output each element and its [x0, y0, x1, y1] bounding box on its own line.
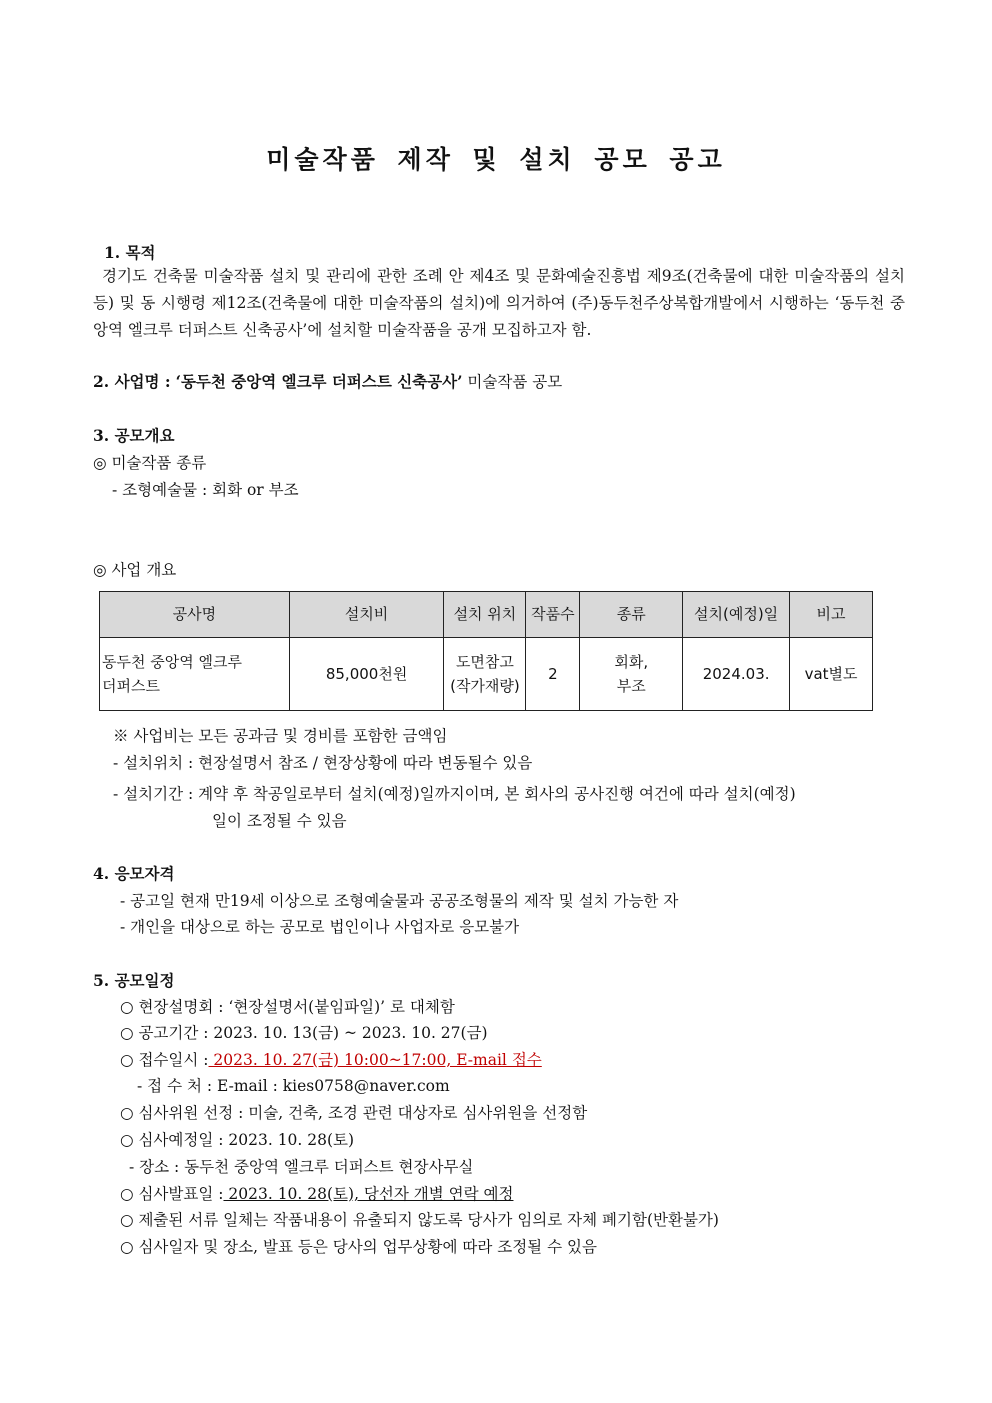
section-1-heading: 1. 목적: [104, 243, 156, 262]
section-3-heading: 3. 공모개요: [93, 426, 175, 445]
schedule-review-date: ○ 심사예정일 : 2023. 10. 28(토): [120, 1131, 355, 1149]
cell-cost: 85,000천원: [289, 638, 444, 711]
cell-location-line2: (작가재량): [450, 677, 520, 695]
table-header-row: [100, 592, 873, 638]
cell-location: [444, 638, 526, 711]
project-suffix: 미술작품 공모: [467, 373, 563, 391]
cell-name-line2: 더퍼스트: [102, 677, 160, 695]
col-header-date: 설치(예정)일: [683, 592, 790, 638]
eligibility-item-2: - 개인을 대상으로 하는 공모로 법인이나 사업자로 응모불가: [120, 918, 520, 936]
cell-name: [100, 638, 290, 711]
eligibility-item-1: - 공고일 현재 만19세 이상으로 조형예술물과 공공조형물의 제작 및 설치 가능한 자: [120, 892, 679, 910]
schedule-briefing: ○ 현장설명회 : ‘현장설명서(붙임파일)’ 로 대체함: [120, 998, 455, 1016]
receipt-value: 2023. 10. 27(금) 10:00~17:00, E-mail 접수: [208, 1051, 542, 1069]
note-cost: ※ 사업비는 모든 공과금 및 경비를 포함한 금액임: [113, 727, 448, 745]
cell-note: vat별도: [790, 638, 873, 711]
col-header-location: 설치 위치: [444, 592, 526, 638]
col-header-name: 공사명: [100, 592, 290, 638]
schedule-judges: ○ 심사위원 선정 : 미술, 건축, 조경 관련 대상자로 심사위원을 선정함: [120, 1104, 588, 1122]
section-2-line: [93, 370, 562, 392]
cell-count: 2: [526, 638, 580, 711]
cell-type: [580, 638, 683, 711]
schedule-documents: ○ 제출된 서류 일체는 작품내용이 유출되지 않도록 당사가 임의로 자체 폐기함(반환불가): [120, 1211, 719, 1229]
schedule-notice-period: ○ 공고기간 : 2023. 10. 13(금) ~ 2023. 10. 27(금): [120, 1024, 488, 1042]
section-1-body: 경기도 건축물 미술작품 설치 및 관리에 관한 조례 안 제4조 및 문화예술진흥법 제9조(건축물에 대한 미술작품의 설치 등) 및 동 시행령 제12조(건축물에 대한 미술작품의 설치)에 의거하여 (주)동두천주상복합개발에서 시행하는 ‘동두천 중앙역 엘크루 더퍼스트 신축공사’에 설치할 미술작품을 공개 모집하고자 함.: [93, 267, 905, 339]
section-5-heading: 5. 공모일정: [93, 971, 175, 990]
artwork-kind-heading: ◎ 미술작품 종류: [93, 454, 207, 472]
announcement-value: 2023. 10. 28(토), 당선자 개별 연락 예정: [223, 1185, 514, 1203]
announcement-label: ○ 심사발표일 :: [120, 1185, 224, 1203]
page-title: 미술작품 제작 및 설치 공모 공고: [266, 145, 726, 174]
cell-type-line1: 회화,: [614, 653, 649, 671]
col-header-count: 작품수: [526, 592, 580, 638]
note-location: - 설치위치 : 현장설명서 참조 / 현장상황에 따라 변동될수 있음: [113, 754, 533, 772]
col-header-cost: 설치비: [289, 592, 444, 638]
overview-table: [99, 591, 873, 711]
schedule-announcement: [120, 1182, 513, 1204]
artwork-kind-item: - 조형예술물 : 회화 or 부조: [112, 481, 299, 499]
schedule-receipt-address: - 접 수 처 : E-mail : kies0758@naver.com: [137, 1077, 450, 1095]
schedule-receipt: [120, 1048, 542, 1070]
schedule-review-place: - 장소 : 동두천 중앙역 엘크루 더퍼스트 현장사무실: [129, 1158, 474, 1176]
section-2-heading: 2. 사업명 :: [93, 372, 171, 391]
cell-type-line2: 부조: [616, 677, 646, 695]
note-period-cont: 일이 조정될 수 있음: [212, 812, 347, 830]
table-row: [100, 638, 873, 711]
note-period: - 설치기간 : 계약 후 착공일로부터 설치(예정)일까지이며, 본 회사의 공사진행 여건에 따라 설치(예정): [113, 785, 796, 803]
project-name: ‘동두천 중앙역 엘크루 더퍼스트 신축공사’: [175, 372, 463, 391]
cell-name-line1: 동두천 중앙역 엘크루: [102, 653, 242, 671]
section-4-heading: 4. 응모자격: [93, 864, 175, 883]
cell-date: 2024.03.: [683, 638, 790, 711]
col-header-type: 종류: [580, 592, 683, 638]
cell-location-line1: 도면참고: [455, 653, 514, 671]
overview-heading: ◎ 사업 개요: [93, 561, 177, 579]
schedule-adjustment: ○ 심사일자 및 장소, 발표 등은 당사의 업무상황에 따라 조정될 수 있음: [120, 1238, 597, 1256]
col-header-note: 비고: [790, 592, 873, 638]
receipt-label: ○ 접수일시 :: [120, 1051, 209, 1069]
